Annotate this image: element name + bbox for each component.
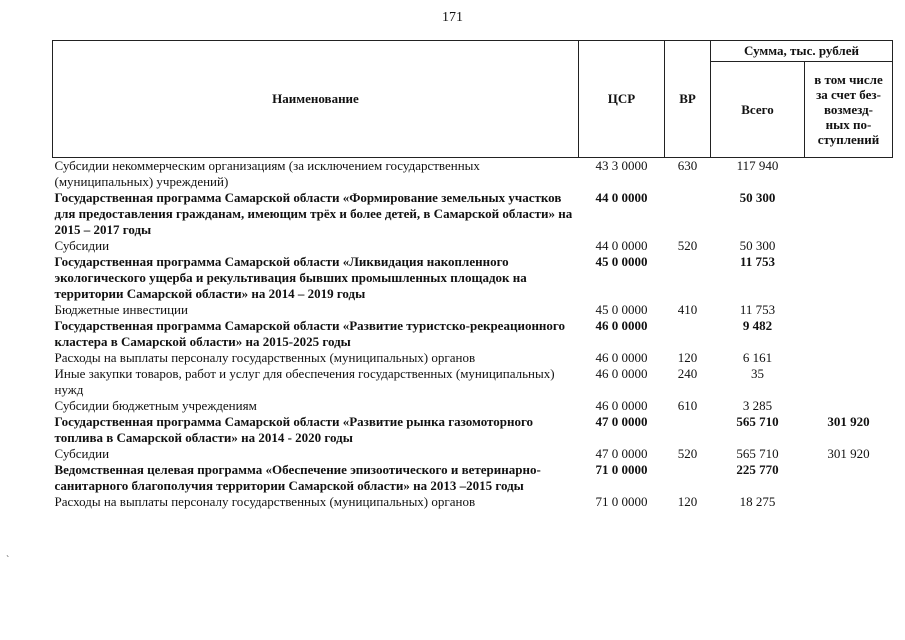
row-csr: 44 0 0000 (595, 238, 648, 253)
row-name: Ведомственная целевая программа «Обеспечение эпизоотического и ветеринарно-санитарного благополучия территории Самарской области» на 2013 –2015 годы (54, 462, 541, 493)
row-including (805, 302, 893, 318)
table-row (53, 494, 893, 510)
header-name: Наименование (53, 41, 579, 158)
row-total: 11 753 (739, 254, 776, 269)
row-name: Государственная программа Самарской области «Формирование земельных участков для предоставления гражданам, имеющим трёх и более детей, в Самарской области» на 2015 – 2017 годы (54, 190, 573, 237)
row-total: 11 753 (739, 302, 776, 317)
header-vr: ВР (665, 41, 711, 158)
row-name: Субсидии некоммерческим организациям (за исключением государственных (муниципальных) учреждений) (54, 158, 480, 189)
row-vr: 520 (677, 238, 698, 253)
header-csr: ЦСР (579, 41, 665, 158)
row-including: 301 920 (827, 446, 870, 461)
row-csr: 43 3 0000 (595, 158, 648, 173)
row-name: Расходы на выплаты персоналу государственных (муниципальных) органов (54, 494, 476, 509)
row-csr: 71 0 0000 (595, 494, 648, 509)
table-row (53, 398, 893, 414)
row-including (805, 254, 893, 302)
row-including (805, 318, 893, 350)
table-row (53, 366, 893, 398)
row-total: 50 300 (739, 190, 776, 205)
row-csr: 47 0 0000 (595, 446, 648, 461)
row-including (805, 350, 893, 366)
row-csr: 45 0 0000 (595, 254, 648, 269)
row-including (805, 462, 893, 494)
row-total: 6 161 (742, 350, 773, 365)
row-total: 35 (751, 366, 764, 381)
row-csr: 45 0 0000 (595, 302, 648, 317)
row-vr: 120 (677, 494, 698, 509)
header-including-line: ступлений (817, 132, 880, 147)
row-vr: 240 (677, 366, 698, 381)
row-vr (665, 254, 711, 302)
row-vr: 610 (677, 398, 698, 413)
row-name: Субсидии (54, 238, 110, 253)
header-including-line: за счет без- (816, 87, 881, 102)
table-body (53, 158, 893, 511)
table-row (53, 254, 893, 302)
row-vr: 410 (677, 302, 698, 317)
row-name: Расходы на выплаты персоналу государственных (муниципальных) органов (54, 350, 476, 365)
header-including-line: ных по- (825, 117, 872, 132)
margin-mark: ` (6, 555, 10, 566)
row-total: 18 275 (739, 494, 776, 509)
row-csr: 46 0 0000 (595, 398, 648, 413)
row-total: 50 300 (739, 238, 776, 253)
header-sum: Сумма, тыс. рублей (711, 41, 893, 62)
row-including: 301 920 (827, 414, 870, 429)
row-name: Субсидии бюджетным учреждениям (54, 398, 257, 413)
row-csr: 71 0 0000 (595, 462, 648, 477)
row-csr: 46 0 0000 (595, 318, 648, 333)
table-row (53, 190, 893, 238)
table-row (53, 318, 893, 350)
header-including-line: возмезд- (824, 102, 873, 117)
row-name: Субсидии (54, 446, 110, 461)
row-total: 3 285 (742, 398, 773, 413)
table-row (53, 238, 893, 254)
row-total: 565 710 (736, 446, 779, 461)
row-including (805, 398, 893, 414)
row-csr: 47 0 0000 (595, 414, 648, 429)
row-including (805, 238, 893, 254)
row-vr: 120 (677, 350, 698, 365)
row-total: 117 940 (736, 158, 779, 173)
row-name: Иные закупки товаров, работ и услуг для обеспечения государственных (муниципальных) нужд (54, 366, 555, 397)
row-including (805, 158, 893, 191)
row-including (805, 190, 893, 238)
row-name: Государственная программа Самарской области «Ликвидация накопленного экологического ущерба и рекультивация бывших промышленных площадок на территории Самарской области» на 2014 – 2019 годы (54, 254, 527, 301)
table-row (53, 302, 893, 318)
row-csr: 46 0 0000 (595, 366, 648, 381)
table-row (53, 414, 893, 446)
table-row (53, 446, 893, 462)
row-name: Государственная программа Самарской области «Развитие туристско-рекреационного кластера в Самарской области» на 2015-2025 годы (54, 318, 565, 349)
row-vr (665, 462, 711, 494)
table-row (53, 158, 893, 191)
table-row (53, 350, 893, 366)
row-vr: 520 (677, 446, 698, 461)
row-vr: 630 (677, 158, 698, 173)
row-csr: 44 0 0000 (595, 190, 648, 205)
row-including (805, 494, 893, 510)
row-csr: 46 0 0000 (595, 350, 648, 365)
row-name: Государственная программа Самарской области «Развитие рынка газомоторного топлива в Самарской области» на 2014 - 2020 годы (54, 414, 534, 445)
table-row (53, 462, 893, 494)
row-vr (665, 190, 711, 238)
row-vr (665, 414, 711, 446)
row-total: 9 482 (742, 318, 773, 333)
row-including (805, 366, 893, 398)
row-vr (665, 318, 711, 350)
row-total: 225 770 (736, 462, 779, 477)
header-including (805, 62, 893, 158)
header-including-line: в том числе (814, 72, 883, 87)
header-total: Всего (711, 62, 805, 158)
budget-table (52, 40, 893, 510)
row-total: 565 710 (736, 414, 779, 429)
page-number: 171 (442, 10, 463, 25)
row-name: Бюджетные инвестиции (54, 302, 188, 317)
